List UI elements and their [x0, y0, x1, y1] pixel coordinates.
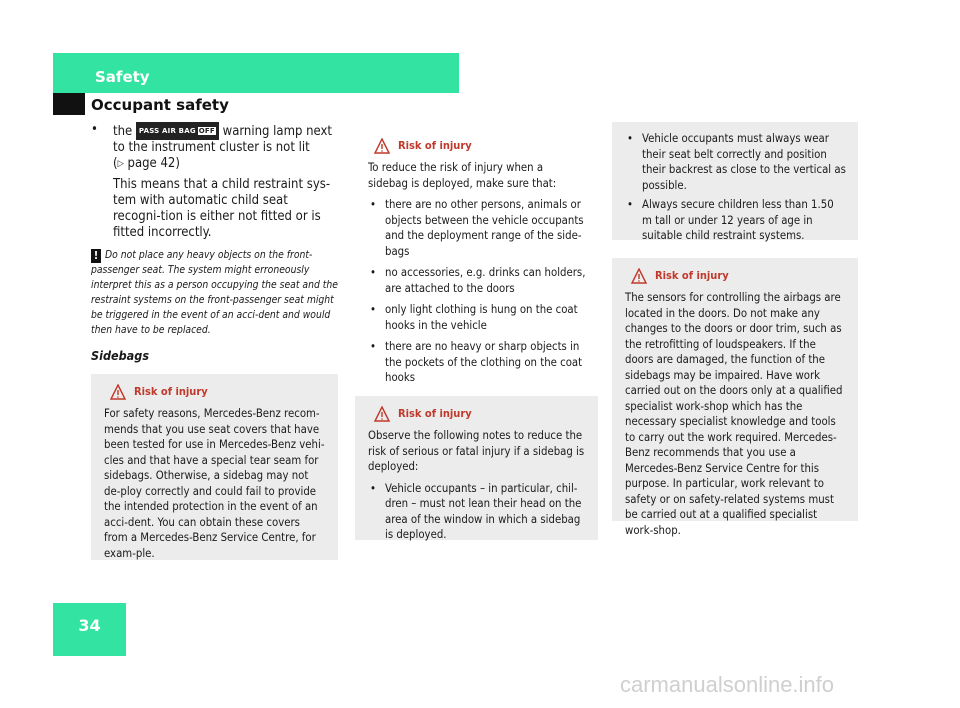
list-item — [91, 122, 339, 172]
warning-box — [355, 128, 598, 384]
watermark: carmanualsonline.info — [620, 672, 835, 697]
warning-triangle-icon — [374, 138, 390, 154]
warning-title: Risk of injury — [625, 268, 846, 290]
note — [91, 248, 339, 338]
list-item: • only light clothing is hung on the coat hooks in the vehicle — [370, 303, 578, 332]
page-number: 34 — [78, 616, 101, 635]
header-marker — [53, 93, 85, 115]
warning-text: The sensors for controlling the airbags are located in the doors. Do not make any changes to the doors or door trim, such as the retrofitting of loudspeakers. If the doors are damaged, the function of the sidebags may be impaired. Have work carried out on the doors only at a qualified specialist work-shop which has the necessary specialist knowledge and tools to carry out the work required. Mercedes-Benz recommends that you use a Mercedes-Benz Service Centre for this purpose. In particular, work relevant to safety or on safety-related systems must be carried out at a qualified specialist work-shop. — [625, 291, 843, 537]
pass-air-bag-off-icon: PASS AIR BAG OFF — [136, 122, 219, 140]
section-title: Safety — [95, 68, 150, 86]
warning-box — [612, 258, 858, 537]
list-item: • Vehicle occupants must always wear their seat belt correctly and position their backrest as close to the vertical as possible. — [627, 132, 846, 192]
info-box — [612, 122, 858, 240]
page-title: Occupant safety — [91, 96, 229, 114]
item-suffix: warning lamp next to the instrument cluster is not lit — [113, 124, 332, 155]
warning-text: For safety reasons, Mercedes-Benz recom-mends that you use seat covers that have been tested for use in Mercedes-Benz vehi-cles and that have a special tear seam for sidebags. Otherwise, a sidebag may not de-ploy correctly and could fail to provide the intended protection in the event of an acci-dent. You can obtain these covers from a Mercedes-Benz Service Centre, for exam-ple. — [104, 407, 325, 560]
list-item: • Vehicle occupants – in particular, chil-dren – must not lean their head on the area of the window in which a sidebag is deployed. — [370, 481, 582, 541]
warning-box — [355, 396, 598, 540]
list-item: • no accessories, e.g. drinks can holders, are attached to the doors — [370, 266, 586, 295]
list-item: • there are no other persons, animals or objects between the vehicle occupants and the deployment range of the side-bags — [370, 198, 584, 258]
sidebags-heading: Sidebags — [91, 348, 150, 363]
bullet: • — [91, 122, 98, 137]
warning-title: Risk of injury — [368, 406, 586, 428]
column-left — [91, 122, 339, 363]
item-prefix: the — [113, 124, 133, 139]
meaning-text: This means that a child restraint sys-tem with automatic child seat recogni-tion is either not fitted or is fitted incorrectly. — [113, 177, 331, 240]
warning-triangle-icon — [374, 406, 390, 422]
warning-intro: Observe the following notes to reduce the risk of serious or fatal injury if a sidebag is deployed: — [368, 429, 585, 473]
warning-intro: To reduce the risk of injury when a sidebag is deployed, make sure that: — [368, 161, 557, 190]
warning-title: Risk of injury — [368, 138, 586, 160]
warning-box — [91, 374, 338, 560]
warning-triangle-icon — [110, 384, 126, 400]
page-ref-link[interactable]: page 42) — [127, 156, 180, 171]
page-ref-arrow-icon: ▷ — [117, 159, 124, 169]
warning-title: Risk of injury — [104, 384, 326, 406]
warning-triangle-icon — [631, 268, 647, 284]
list-item: • Always secure children less than 1.50 m tall or under 12 years of age in suitable child restraint systems. — [627, 198, 834, 242]
note-text: Do not place any heavy objects on the front-passenger seat. The system might erroneously interpret this as a person occupying the seat and the restraint systems on the front-passenger seat might be triggered in the event of an acci-dent and would then have to be replaced. — [91, 249, 339, 336]
exclamation-icon: ! — [91, 249, 101, 263]
list-item: • there are no heavy or sharp objects in the pockets of the clothing on the coat hooks — [370, 340, 583, 384]
page-ref-open: ( — [113, 156, 118, 171]
